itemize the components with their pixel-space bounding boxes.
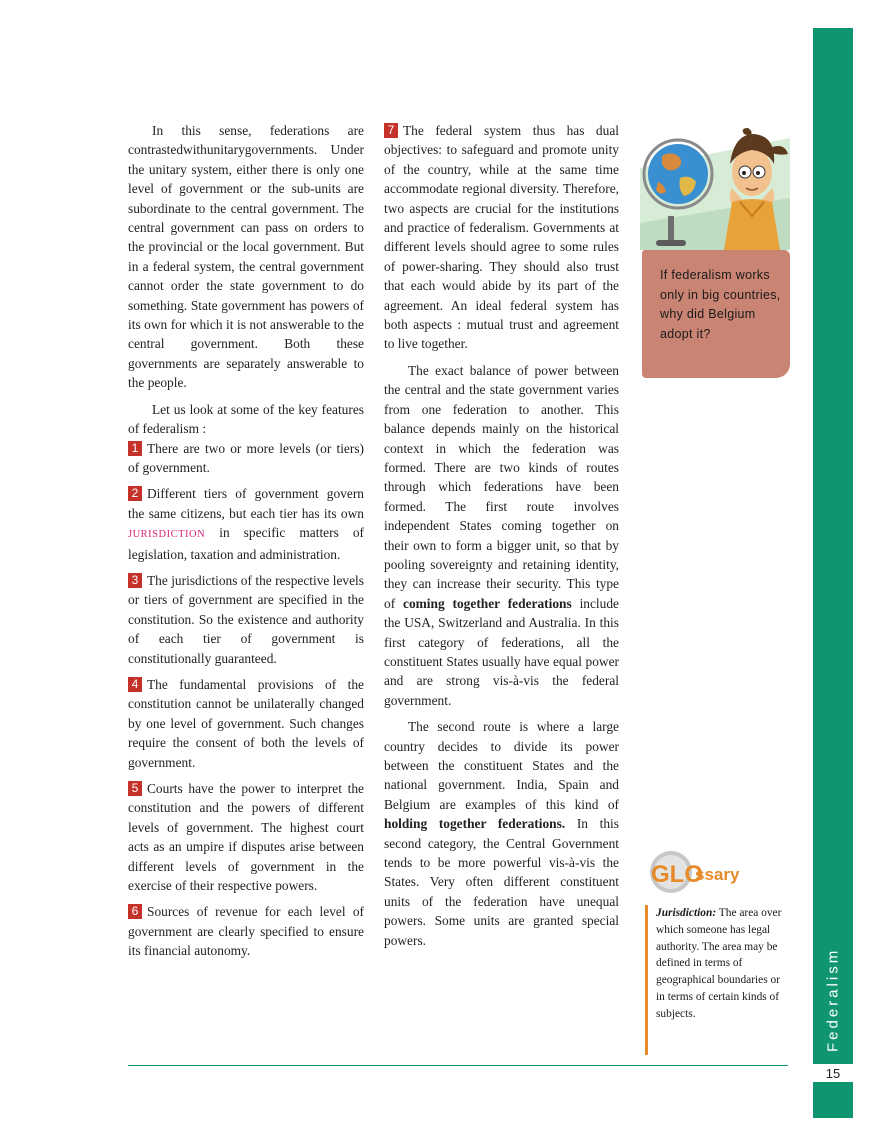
glossary-keyword[interactable]: JURISDICTION	[128, 529, 206, 541]
svg-text:GLO: GLO	[651, 861, 703, 888]
glossary-entry	[656, 905, 791, 1023]
glossary-rule	[645, 905, 648, 1055]
girl-with-globe-illustration	[640, 128, 790, 250]
paragraph: In this sense, federations are contrastedwithunitarygovernments. Under the unitary system, either there is only one level of government or the sub-units are subordinate to the central government. The central government can pass on orders to the provincial or the local government. But in a federal system, the central government cannot order the state government to do something. State government has powers of its own for which it is not answerable to the central government. Both these governments are separately answerable to the people.	[128, 123, 364, 391]
sidebar-band	[813, 28, 853, 1064]
feature-item-1: 1 There are two or more levels (or tiers) of government.	[128, 440, 364, 475]
glossary-term: Jurisdiction:	[656, 907, 717, 919]
item-number: 1	[128, 441, 142, 456]
left-column	[128, 121, 364, 961]
bold-term: coming together federations	[403, 595, 572, 611]
feature-item-7: 7 The federal system thus has dual objectives: to safeguard and promote unity of the country, while at the same time accommodate regional diversity. Therefore, two aspects are crucial for the institutions and practice of federalism. Governments at different levels should agree to some rules of power-sharing. They should also trust that each would abide by its part of the agreement. An ideal federal system has both aspects : mutual trust and agreement to live together.	[384, 123, 619, 352]
footer-band	[813, 1082, 853, 1118]
chapter-title: Federalism	[824, 947, 842, 1053]
item-number: 4	[128, 677, 142, 692]
item-number: 3	[128, 573, 142, 588]
item-number: 7	[384, 123, 398, 138]
bold-term: holding together federations.	[384, 816, 566, 832]
question-text: If federalism works only in big countries, why did Belgium adopt it?	[660, 268, 781, 341]
feature-item-2: 2 Different tiers of government govern the same citizens, but each tier has its own JURISDICTION in specific matters of legislation, taxation and administration.	[128, 486, 364, 562]
svg-text:ssary: ssary	[695, 865, 740, 884]
paragraph: The exact balance of power between the central and the state government varies from one federation to another. This balance depends mainly on the historical context in which the federation was formed. There are two kinds of routes through which federations have been formed. The first route involves independent States coming together on their own to form a bigger unit, so that by pooling sovereignty and retaining identity, they can increase their security. This type of coming together federations include the USA, Switzerland and Australia. In this first category of federations, all the constituent States usually have equal power and are strong vis-à-vis the federal government.	[384, 362, 619, 708]
page-number: 15	[813, 1066, 853, 1082]
bottom-rule	[128, 1065, 788, 1066]
paragraph: Let us look at some of the key features of federalism :	[128, 401, 364, 437]
feature-item-5: 5 Courts have the power to interpret the constitution and the powers of different levels of government. The highest court acts as an umpire if disputes arise between different levels of government in the exercise of their respective powers.	[128, 781, 364, 894]
feature-item-4: 4 The fundamental provisions of the constitution cannot be unilaterally changed by one level of government. Such changes require the consent of both the levels of government.	[128, 676, 364, 770]
paragraph: The second route is where a large country decides to divide its power between the constituent States and the national government. India, Spain and Belgium are examples of this kind of holding together federations. In this second category, the Central Government tends to be more powerful vis-à-vis the States. Very often different constituent units of the federation have unequal powers. Some units are granted special powers.	[384, 719, 619, 948]
item-number: 5	[128, 781, 142, 796]
glossary-logo	[645, 850, 755, 894]
feature-item-3: 3 The jurisdictions of the respective levels or tiers of government are specified in the constitution. So the existence and authority of each tier of government is constitutionally guaranteed.	[128, 572, 364, 666]
item-number: 2	[128, 486, 142, 501]
item-number: 6	[128, 904, 142, 919]
middle-column	[384, 121, 619, 950]
glossary-definition: The area over which someone has legal authority. The area may be defined in terms of geographical boundaries or in terms of certain kinds of subjects.	[656, 907, 782, 1020]
feature-item-6: 6 Sources of revenue for each level of government are clearly specified to ensure its financial autonomy.	[128, 904, 364, 959]
